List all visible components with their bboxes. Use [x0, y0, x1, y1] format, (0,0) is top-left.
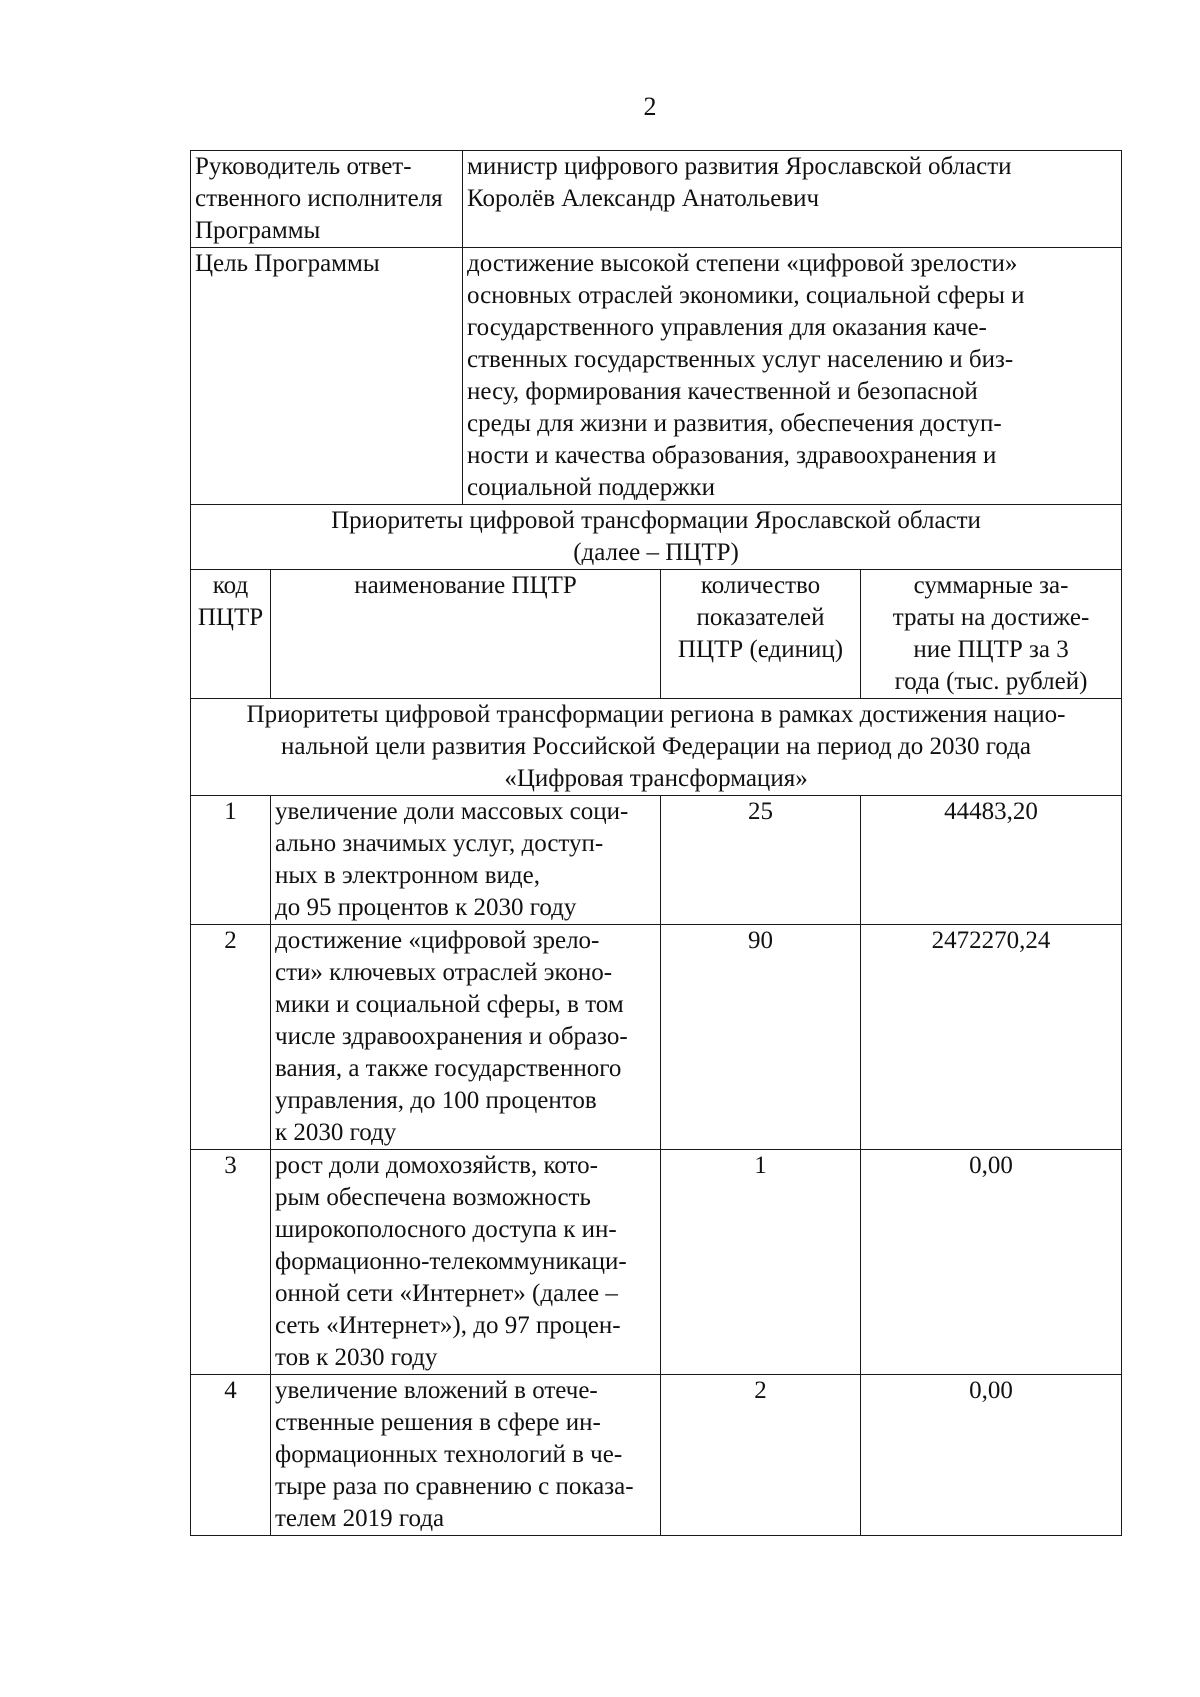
col-header-code: код ПЦТР [191, 570, 271, 699]
table-row [191, 1150, 1122, 1375]
col-header-cost: суммарные за- траты на достиже- ние ПЦТР за 3 года (тыс. рублей) [861, 570, 1122, 699]
section-title-row [191, 699, 1122, 796]
head-executive-label: Руководитель ответ- ственного исполнителя Программы [191, 151, 463, 248]
row-count: 25 [661, 796, 861, 925]
row-cost: 2472270,24 [861, 925, 1122, 1150]
page-number: 2 [643, 92, 657, 121]
row-name: рост доли домохозяйств, кото- рым обеспечена возможность широкополосного доступа к ин- формационно-телекоммуникаци- онной сети «Интернет» (далее – сеть «Интернет»), до 97 процен- тов к 2030 году [271, 1150, 661, 1375]
program-goal-label: Цель Программы [191, 248, 463, 505]
row-name: увеличение доли массовых соци- ально значимых услуг, доступ- ных в электронном виде, до 95 процентов к 2030 году [271, 796, 661, 925]
table-row [191, 1375, 1122, 1536]
row-name: увеличение вложений в отече- ственные решения в сфере ин- формационных технологий в че- тыре раза по сравнению с показа- телем 2019 года [271, 1375, 661, 1536]
row-count: 1 [661, 1150, 861, 1375]
row-code: 4 [191, 1375, 271, 1536]
col-header-count: количество показателей ПЦТР (единиц) [661, 570, 861, 699]
row-cost: 0,00 [861, 1375, 1122, 1536]
priorities-title: Приоритеты цифровой трансформации Ярославской области (далее – ПЦТР) [191, 505, 1122, 570]
head-executive-row [191, 151, 1122, 248]
row-cost: 44483,20 [861, 796, 1122, 925]
row-count: 2 [661, 1375, 861, 1536]
row-name: достижение «цифровой зрело- сти» ключевых отраслей эконо- мики и социальной сферы, в том числе здравоохранения и образо- вания, а также государственного управления, до 100 процентов к 2030 году [271, 925, 661, 1150]
section-title: Приоритеты цифровой трансформации региона в рамках достижения нацио- нальной цели развития Российской Федерации на период до 2030 года «Цифровая трансформация» [191, 699, 1122, 796]
row-count: 90 [661, 925, 861, 1150]
column-header-row [191, 570, 1122, 699]
row-cost: 0,00 [861, 1150, 1122, 1375]
priorities-title-row [191, 505, 1122, 570]
program-goal-value: достижение высокой степени «цифровой зрелости» основных отраслей экономики, социальной сферы и государственного управления для оказания каче- ственных государственных услуг населению и биз- несу, формирования качественной и безопасной среды для жизни и развития, обеспечения доступ- ности и качества образования, здравоохранения и социальной поддержки [463, 248, 1122, 505]
table-row [191, 925, 1122, 1150]
row-code: 2 [191, 925, 271, 1150]
table-row [191, 796, 1122, 925]
row-code: 1 [191, 796, 271, 925]
head-executive-value: министр цифрового развития Ярославской области Королёв Александр Анатольевич [463, 151, 1122, 248]
col-header-name: наименование ПЦТР [271, 570, 661, 699]
program-passport-table [190, 150, 1122, 1536]
row-code: 3 [191, 1150, 271, 1375]
program-goal-row [191, 248, 1122, 505]
